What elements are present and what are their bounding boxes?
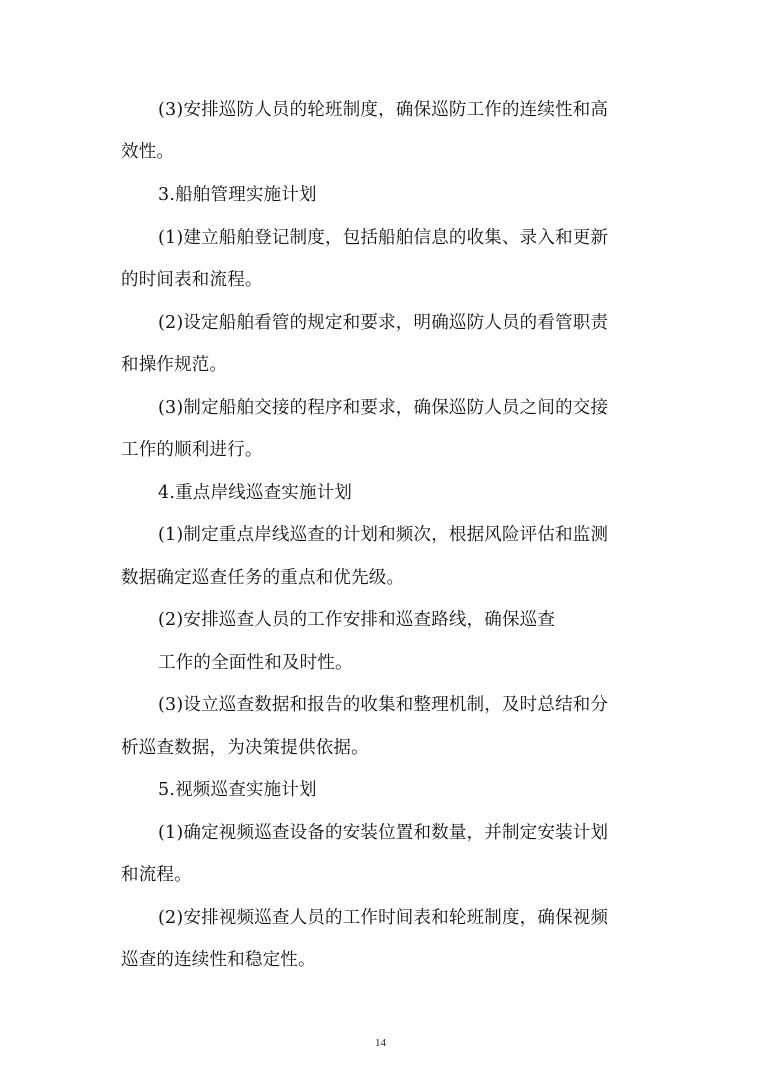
paragraph-line: 巡查的连续性和稳定性。 xyxy=(121,950,316,970)
paragraph-line: (3)安排巡防人员的轮班制度，确保巡防工作的连续性和高 xyxy=(158,100,609,120)
paragraph-line: 工作的顺利进行。 xyxy=(121,440,263,460)
paragraph-line: (2)安排巡查人员的工作安排和巡查路线，确保巡查 xyxy=(158,610,556,630)
paragraph-line: (3)设立巡查数据和报告的收集和整理机制，及时总结和分 xyxy=(158,695,609,715)
paragraph-line: 数据确定巡查任务的重点和优先级。 xyxy=(121,568,405,588)
paragraph-line: (1)建立船舶登记制度，包括船舶信息的收集、录入和更新 xyxy=(158,228,609,248)
paragraph-line: 工作的全面性和及时性。 xyxy=(158,653,353,673)
paragraph-line: 析巡查数据，为决策提供依据。 xyxy=(121,738,369,758)
paragraph-line: (2)安排视频巡查人员的工作时间表和轮班制度，确保视频 xyxy=(158,908,609,928)
paragraph-line: (1)制定重点岸线巡查的计划和频次，根据风险评估和监测 xyxy=(158,525,609,545)
page-number: 14 xyxy=(375,1037,386,1049)
paragraph-line: (2)设定船舶看管的规定和要求，明确巡防人员的看管职责 xyxy=(158,313,609,333)
paragraph-line: (1)确定视频巡查设备的安装位置和数量，并制定安装计划 xyxy=(158,823,609,843)
paragraph-line: (3)制定船舶交接的程序和要求，确保巡防人员之间的交接 xyxy=(158,398,609,418)
paragraph-line: 效性。 xyxy=(121,142,175,162)
paragraph-line: 的时间表和流程。 xyxy=(121,270,263,290)
section-heading: 5.视频巡查实施计划 xyxy=(158,780,317,800)
paragraph-line: 和操作规范。 xyxy=(121,355,228,375)
paragraph-line: 和流程。 xyxy=(121,865,192,885)
section-heading: 4.重点岸线巡查实施计划 xyxy=(158,483,353,503)
section-heading: 3.船舶管理实施计划 xyxy=(158,185,317,205)
